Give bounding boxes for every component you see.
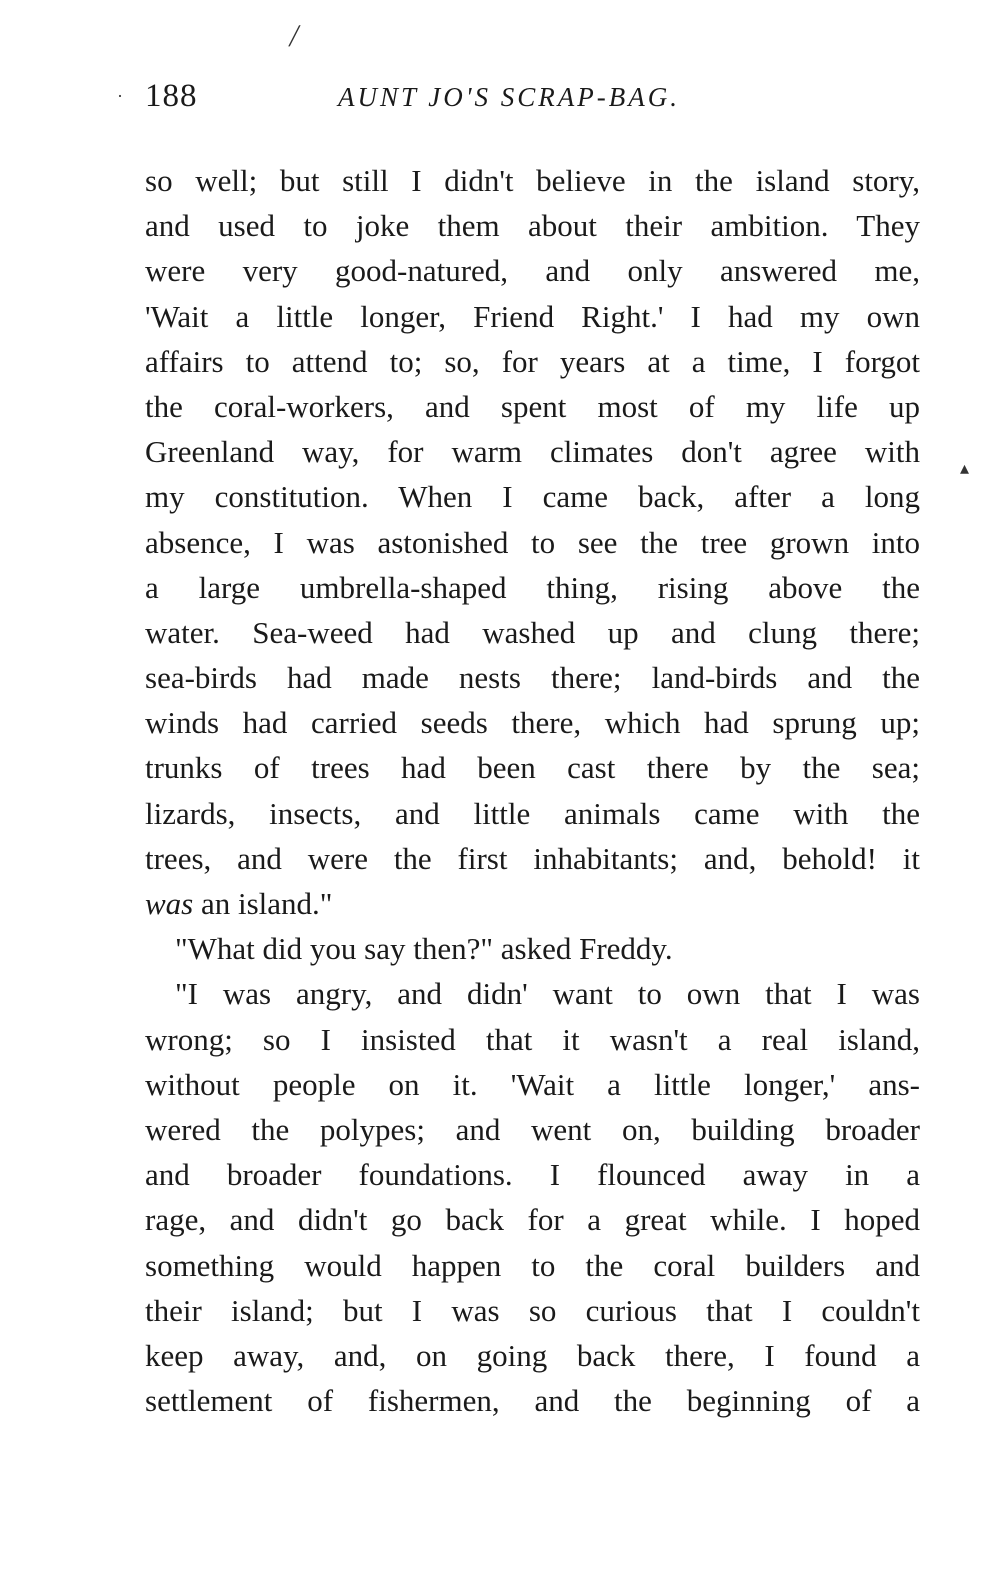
italic-word: was [145,886,194,921]
text-line: absence, I was astonished to see the tree grown into [145,524,920,560]
print-speck: · [117,86,123,106]
text-line: "I was angry, and didn' want to own that I was [175,976,920,1012]
text-line: the coral-workers, and spent most of my life up [145,388,920,424]
text-line: "What did you say then?" asked Freddy. [175,931,673,967]
text-line: water. Sea-weed had washed up and clung there; [145,614,920,650]
running-head: AUNT JO'S SCRAP-BAG. [338,82,680,112]
text-line-rest: an island." [201,886,333,921]
print-speck: ▴ [960,458,970,478]
text-line: so well; but still I didn't believe in the island story, [145,163,920,198]
text-line: 'Wait a little longer, Friend Right.' I had my own [145,298,920,334]
text-line: rage, and didn't go back for a great while. I hoped [145,1202,920,1238]
text-line: Greenland way, for warm climates don't agree with [145,434,920,470]
page-header [145,78,925,118]
print-speck: ╱ [289,26,300,46]
body-text [145,158,920,1423]
text-line: affairs to attend to; so, for years at a time, I forgot [145,343,920,379]
text-line: sea-birds had made nests there; land-birds and the [145,660,920,696]
text-line: and used to joke them about their ambition. They [145,208,920,244]
text-line: and broader foundations. I flounced away in a [145,1157,920,1193]
text-line: without people on it. 'Wait a little longer,' ans- [145,1066,920,1102]
text-line: trunks of trees had been cast there by the sea; [145,750,920,786]
text-line: winds had carried seeds there, which had sprung up; [145,705,920,741]
text-line [145,881,920,926]
text-line: lizards, insects, and little animals came with the [145,795,920,831]
text-line: a large umbrella-shaped thing, rising above the [145,569,920,605]
text-line: wrong; so I insisted that it wasn't a real island, [145,1021,920,1057]
text-line: something would happen to the coral builders and [145,1247,920,1283]
text-line: their island; but I was so curious that I couldn't [145,1292,920,1328]
text-line: my constitution. When I came back, after a long [145,479,920,515]
page-number: 188 [145,78,198,114]
text-line: trees, and were the first inhabitants; and, behold! it [145,840,920,876]
text-line: were very good-natured, and only answered me, [145,253,920,289]
text-line: wered the polypes; and went on, building broader [145,1111,920,1147]
text-line: settlement of fishermen, and the beginning of a [145,1383,920,1419]
text-line: keep away, and, on going back there, I found a [145,1337,920,1373]
